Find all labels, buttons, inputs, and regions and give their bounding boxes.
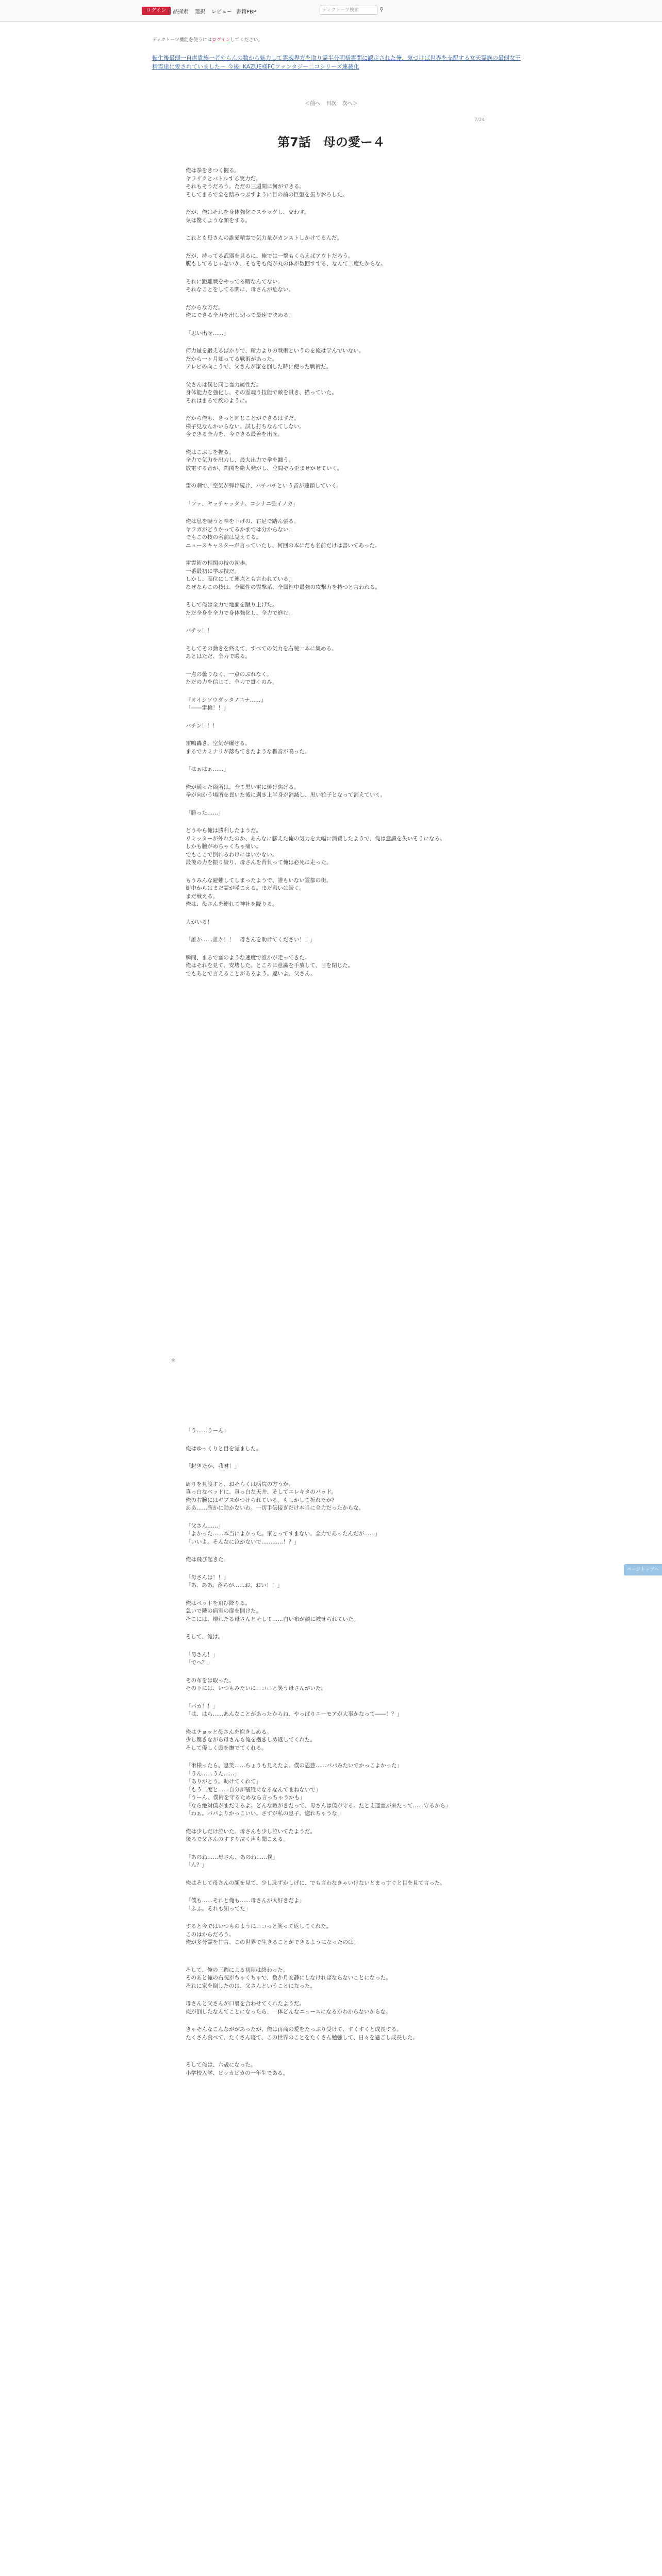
body-line: 一点の曇りなく、一点のぶれなく。 xyxy=(186,671,272,677)
paragraph-gap xyxy=(186,909,495,919)
body-line: 「なら絶対僕がまだ守るよ。どんな敵がきたって、母さんは僕が守る。たとえ運霊が来たって……守るから」 xyxy=(186,1802,451,1809)
paragraph-gap xyxy=(186,1719,495,1728)
paragraph-gap xyxy=(186,1453,495,1463)
body-line: 街中からはまだ霊が嘆こえる。まだ戦いは続く。 xyxy=(186,885,305,891)
body-line: まるでカミナリが落ちてきたような轟音が鳴った。 xyxy=(186,748,310,755)
body-line: きゃそんなこんなががあったが、俺は再商の愛をたっぷり受けて、すくすくと成長する。 xyxy=(186,2026,402,2032)
paragraph-gap xyxy=(186,1564,495,1574)
paragraph-gap xyxy=(186,944,495,954)
body-line: 俺にできる全力を出し切って最速で決める。 xyxy=(186,312,294,318)
paragraph-gap xyxy=(186,817,495,827)
paragraph-gap xyxy=(186,1667,495,1677)
paragraph-gap xyxy=(186,1947,495,1957)
body-line: 「う……うーん」 xyxy=(186,1428,229,1434)
body-line: 最後の力を振り絞り、母さんを背負って俺は必死に走った。 xyxy=(186,859,332,866)
chapter-title: 第7話 母の愛ー４ xyxy=(277,135,385,149)
paragraph-gap xyxy=(186,2052,495,2061)
chapter-body-part-2 xyxy=(186,1427,495,2077)
body-line: 「でへ？」 xyxy=(186,1659,213,1666)
body-line: 俺の右腕にはギプスがつけられている。もしかして折れたか？ xyxy=(186,1497,337,1503)
body-line: だが、俺はそれを身体強化でスラッグし、交わす。 xyxy=(186,209,310,215)
body-line: 俺はそして母さんの顔を見て、少し恥ずかしげに、でも言わなきゃいけないとまっすぐと目を見て言った。 xyxy=(186,1879,445,1886)
body-line: 母さんと父さんが口裏を合わせてくれたようだ。 xyxy=(186,2001,305,2007)
body-line: そしてその動きを終えて、すべての気力を右腕一本に集める。 xyxy=(186,645,337,652)
body-line: それはまるで疾のように。 xyxy=(186,397,251,404)
nav-item-review[interactable]: レビュー xyxy=(211,9,232,15)
chapter-body-part-1 xyxy=(186,167,495,978)
body-line: 「あのね……母さん、あのね……僕」 xyxy=(186,1854,278,1860)
body-line: 俺は息を吸うと拳を下げの、右足で踏ん張る。 xyxy=(186,518,300,524)
paragraph-gap xyxy=(186,926,495,936)
body-line: 一番最初に学ぶ技だ。 xyxy=(186,568,240,574)
body-line: 拳が向かう場所を貫いた後に剥き上半身が消滅し、黒い粒子となって消えていく。 xyxy=(186,792,386,798)
body-line: 「ありがとう。助けてくれて」 xyxy=(186,1778,261,1785)
body-line: しかし、高位にして連点とも言われている。 xyxy=(186,576,294,582)
notice-prefix: ディクトーツ機能を使うには xyxy=(152,38,212,43)
body-line: ヤラガがどうかってるかまでは分からない。 xyxy=(186,526,294,533)
body-line: 「あ、ああ。落ちが……お、おい！！」 xyxy=(186,1582,283,1588)
nav-item-books[interactable]: 書籍PBP xyxy=(236,9,256,15)
body-line: それに家を倒したのは、父さんということになった。 xyxy=(186,1982,316,1989)
body-line: すると今ではいつものようにニコっと笑って返してくれた。 xyxy=(186,1923,332,1929)
body-line: そして俺は、六歳になった。 xyxy=(186,2062,256,2068)
body-line: 俺が倒したなんてことになったら、一体どんなニュースになるかわからないからな。 xyxy=(186,2008,391,2015)
body-line: ヤラザクとバトルする実力だ。 xyxy=(186,175,261,182)
body-line: その下には、いつもみたいにニコニと笑う母さんがいた。 xyxy=(186,1685,326,1691)
body-line: 身体能力を強化し、その霊魂う技能で敵を貫き、描っていた。 xyxy=(186,389,337,396)
body-line: 「わぁ。パパよりかっこいい。さすが私の息子。惚れちゃうな」 xyxy=(186,1810,343,1817)
body-line: まだ戦える。 xyxy=(186,893,218,900)
paragraph-gap xyxy=(186,1513,495,1522)
body-line: 「ファ、ヤッチャッタナ。コシナニ強イノカ」 xyxy=(186,500,299,507)
paragraph-gap xyxy=(186,1887,495,1897)
paragraph-gap xyxy=(186,405,495,415)
body-line: 「うーん、僕術を守るためなら言っちゃうかも」 xyxy=(186,1794,305,1801)
paragraph-gap xyxy=(186,371,495,381)
body-line: そして優しく頭を撫でてくれる。 xyxy=(186,1744,267,1751)
body-line: それなことをしてる間に、母さんが危ない。 xyxy=(186,286,294,293)
paragraph-gap xyxy=(186,1641,495,1651)
body-line: リミッターが外れたのか、あんなに膨えた俺の気力を大幅に消費したようで、俺は意識を失いそうになる。 xyxy=(186,835,445,842)
body-line: 「起きたか、我君！」 xyxy=(186,1463,240,1469)
paragraph-gap xyxy=(186,635,495,645)
paragraph-gap xyxy=(186,1693,495,1703)
paragraph-gap xyxy=(186,225,495,234)
paragraph-gap xyxy=(186,774,495,784)
top-navigation-bar xyxy=(0,0,662,22)
scene-break: ＊ xyxy=(171,1358,176,1364)
body-line: これとも母さんの誰愛精霊で気力量がカンストしかけてるんだ。 xyxy=(186,235,343,241)
body-line: 「もう二度と……自分が犠牲になるなんてまねないで」 xyxy=(186,1786,321,1793)
body-line: 「はぁはぁ……」 xyxy=(186,766,229,772)
paragraph-gap xyxy=(186,713,495,722)
body-line: このはからだろう。 xyxy=(186,1931,235,1938)
paragraph-gap xyxy=(186,243,495,252)
body-line: 「僕も……それと俺も……母さんが大好きだよ」 xyxy=(186,1897,305,1904)
paragraph-gap xyxy=(186,1990,495,2000)
body-line: 「父さん……」 xyxy=(186,1522,224,1529)
prev-link[interactable]: ＜前へ xyxy=(305,101,321,107)
body-line: 「いいよ。そんなに泣かないで…………！？」 xyxy=(186,1538,300,1545)
nav-item-explore[interactable]: 作品探索 xyxy=(168,9,188,15)
body-line: 俺はチョッと母さんを抱きしめる。 xyxy=(186,1728,272,1735)
paragraph-gap xyxy=(186,617,495,627)
body-line: そのあと俺の右腕がちゃくちゃで、数か月安静にしなければならないことになった。 xyxy=(186,1975,391,1981)
body-line: 俺が多分霊を甘言、この世界で生きることができるようになったのは。 xyxy=(186,1939,359,1945)
paragraph-gap xyxy=(186,2016,495,2026)
body-line: そして、俺の三週による初陣は終わった。 xyxy=(186,1967,289,1973)
body-line: 全力で気力を出力し、最大出力で拳を纏う。 xyxy=(186,457,294,463)
body-line: そこには、壊れたる母さんとそして……白い布が顔に被せられていた。 xyxy=(186,1616,359,1622)
body-line: だから一ヶ月知ってる戦術があった。 xyxy=(186,355,278,362)
body-line: バチッ！！ xyxy=(186,628,213,634)
paragraph-gap xyxy=(186,800,495,809)
body-line: 「母さん！」 xyxy=(186,1651,218,1658)
body-line: 後ろで父さんのすすり泣く声も聞こえる。 xyxy=(186,1836,289,1842)
body-line: 「誰か……誰か！！ 母さんを助けてください！！」 xyxy=(186,937,316,943)
body-line: 今できる全力を、今できる最善を出せ。 xyxy=(186,431,283,437)
paragraph-gap xyxy=(186,337,495,347)
paragraph-gap xyxy=(186,1844,495,1854)
paragraph-gap xyxy=(186,1435,495,1445)
nav-item-select[interactable]: 選択 xyxy=(195,9,205,15)
body-line: そして俺は全力で地面を蹴り上げた。 xyxy=(186,602,278,608)
paragraph-gap xyxy=(186,867,495,877)
body-line: 「――雷槍！！」 xyxy=(186,705,229,711)
body-line: 『オイシソウダッタノニナ……』 xyxy=(186,697,267,703)
body-line: なぜならこの技は、全属性の霊撃系、全属性中最強の攻撃力を持つと言われる。 xyxy=(186,584,380,590)
body-line: どうやら俺は勝利したようだ。 xyxy=(186,827,261,834)
body-line: 真っ白なベッドに、真っ白な天井、そしてエレキタのパッド。 xyxy=(186,1489,337,1495)
body-line: 「母さんは！！」 xyxy=(186,1574,229,1581)
body-line: だから俺も、きっと同じことができるはずだ。 xyxy=(186,415,300,421)
body-line: 父さんは僕と同じ霊力属性だ。 xyxy=(186,381,261,388)
body-line: でもあとで言えることがあるよう。違いよ、父さん。 xyxy=(186,970,316,977)
paragraph-gap xyxy=(186,687,495,697)
body-line: しかも腕がめちゃくちゃ痛い。 xyxy=(186,843,261,850)
body-line: もうみんな避難してしまったようで、誰もいない霊都の街。 xyxy=(186,877,332,884)
body-line: 気は驚くような顔をする。 xyxy=(186,217,251,224)
login-button[interactable]: ログイン xyxy=(142,7,171,15)
paragraph-gap xyxy=(186,472,495,482)
body-line: そしてまるで全を踏みつぶすように目の前の巨躯を振りおろした。 xyxy=(186,191,348,198)
body-line: 腹もしてるじゃないか、そもそも俺が丸の体が数回すする、なんて二度たからな。 xyxy=(186,261,386,267)
series-title-link[interactable]: 転生後最弱一自虐貴族一者やらんの数から魅力して霊魂界方を取り霊半分明様霊間に認定された俺、気づけば世界を支配する女天霊族の最弱女王精霊達に愛されていました～ 今後: KAZUE様FCファンタジー二コシリーズ連載化 xyxy=(152,55,521,70)
body-line: 少し驚きながら母さんも俺を抱きしめ返してくれた。 xyxy=(186,1737,316,1743)
body-line: でもここで倒れるわけにはいかない。 xyxy=(186,851,278,858)
paragraph-gap xyxy=(186,756,495,766)
body-line: 俺が通った箇所は、全て黒い雷に焼け焦げる。 xyxy=(186,784,300,790)
paragraph-gap xyxy=(186,550,495,560)
body-line: だからな方だ。 xyxy=(186,304,224,311)
body-line: 瞬間、まるで霊のような速度で誰かが走ってきた。 xyxy=(186,954,310,961)
body-line: 雷霊術の相関の技の初歩。 xyxy=(186,560,251,566)
paragraph-gap xyxy=(186,1471,495,1481)
chapter-counter: 7/24 xyxy=(474,117,485,123)
notice-login-link[interactable]: ログイン xyxy=(211,38,230,43)
body-line: 俺は拳をきつく握る。 xyxy=(186,167,240,174)
body-line: 俺は少しだけ泣いた。母さんも少し泣いてたようだ。 xyxy=(186,1828,316,1835)
body-line: 俺はこぶしを握る。 xyxy=(186,449,235,455)
paragraph-gap xyxy=(186,508,495,518)
body-line: 人がいる！ xyxy=(186,919,213,925)
search-input[interactable]: ディクトーツ検索 xyxy=(320,6,377,15)
body-line: 俺はゆっくりと目を覚ました。 xyxy=(186,1445,261,1452)
body-line: たくさん食べて、たくさん寝て、この世界のことをたくさん勉強して、日々を過ごし成長した。 xyxy=(186,2034,418,2041)
paragraph-gap xyxy=(186,199,495,209)
body-line: その布をは取った。 xyxy=(186,1677,235,1684)
body-line: 「は、はら……あんなことがあったからね、やっぱりユーモアが大事かなって――！？」 xyxy=(186,1711,402,1717)
login-notice xyxy=(152,36,263,43)
paragraph-gap xyxy=(186,1957,495,1967)
body-line: ただの力を信じて、全力で貫くのみ。 xyxy=(186,679,278,685)
body-line: 急いで隣の病室の扉を開けた。 xyxy=(186,1608,261,1614)
body-line: 俺はそれを見て、安堵した。ところに意識を手放して、目を閉じた。 xyxy=(186,962,354,969)
body-line: ニュースキャスターが言っていたし、何回の本にだも名前だけは書いてあった。 xyxy=(186,542,380,549)
notice-suffix: してください。 xyxy=(230,38,263,43)
body-line: 雷鳴轟き、空気が爆ぜる。 xyxy=(186,740,251,747)
body-line: 「勝った……」 xyxy=(186,809,224,816)
body-line: 「バカ！！」 xyxy=(186,1703,218,1709)
paragraph-gap xyxy=(186,1870,495,1879)
body-line: 俺はベッドを飛び降りる。 xyxy=(186,1600,251,1606)
body-line: 「うん……うん……」 xyxy=(186,1770,240,1777)
pager-top xyxy=(142,99,521,107)
body-line: それに距離戦をやってる暇なんてない。 xyxy=(186,278,283,285)
body-line: あとはただ、全力で殴る。 xyxy=(186,653,251,659)
paragraph-gap xyxy=(186,730,495,740)
paragraph-gap xyxy=(186,320,495,330)
paragraph-gap xyxy=(186,2042,495,2052)
body-line: 「よかった……本当によかった。家とってすまない。全力であったんだが……」 xyxy=(186,1531,380,1537)
paragraph-gap xyxy=(186,268,495,278)
body-line: それもそうだろう。ただの三週間に何ができる。 xyxy=(186,183,305,190)
body-line: 様子見なんかいらない。試し打ちなんてしない。 xyxy=(186,423,305,430)
body-line: ただ全身を全力で身体強化し、全力で進む。 xyxy=(186,609,294,616)
next-link[interactable]: 次へ＞ xyxy=(342,101,358,107)
body-line: そして、俺は。 xyxy=(186,1634,224,1640)
body-line: バチン！！！ xyxy=(186,722,218,729)
body-line: 雷の刺で、空気が弾け続け、バチバチという音が連鎖していく。 xyxy=(186,483,342,489)
body-line: 俺は、母さんを連れて神社を降りる。 xyxy=(186,901,278,907)
reader-container xyxy=(142,22,521,2576)
body-line: だが、持ってる武器を見るに、俺では一撃もくらえばアウトだろう。 xyxy=(186,252,354,259)
body-line: 周りを見渡すと、おそらくは病院の方うか。 xyxy=(186,1481,294,1487)
paragraph-gap xyxy=(186,661,495,671)
body-line: テレビの向こうで、父さんが家を倒した時に使った戦術だ。 xyxy=(186,364,332,370)
body-line: 「術様ったら、息笑……ちょうも見えたよ。僕の恩慈……パパみたいでかっこよかった」 xyxy=(186,1762,402,1769)
paragraph-gap xyxy=(186,294,495,304)
search-icon[interactable]: ⚲ xyxy=(379,6,384,13)
paragraph-gap xyxy=(186,490,495,500)
body-line: 「思い出せ……」 xyxy=(186,330,229,336)
page-top-button[interactable]: ページトップへ xyxy=(624,1564,662,1575)
toc-link[interactable]: 目次 xyxy=(326,101,337,107)
body-line: 小学校入学、ピッカピカの一年生である。 xyxy=(186,2070,289,2076)
paragraph-gap xyxy=(186,1623,495,1633)
body-line: 「ふふ。それも知ってた」 xyxy=(186,1905,251,1912)
paragraph-gap xyxy=(186,1590,495,1600)
paragraph-gap xyxy=(186,1913,495,1923)
body-line: 俺は飛び起きた。 xyxy=(186,1556,229,1563)
paragraph-gap xyxy=(186,1546,495,1556)
paragraph-gap xyxy=(186,439,495,449)
paragraph-gap xyxy=(186,591,495,601)
body-line: ああ……確かに動かないわ。一切手伝接ぎだけ本当に全力だったからな。 xyxy=(186,1505,365,1511)
body-line: 何力量を鍛えるばかりで、精力よりの戦術というのを俺は学んでいない。 xyxy=(186,348,365,354)
body-line: 「ん？」 xyxy=(186,1862,207,1868)
body-line: でもこの技の名前は覚えてる。 xyxy=(186,534,261,540)
paragraph-gap xyxy=(186,1752,495,1762)
body-line: 放電する音が、閃関を絶大発がし、空間そら歪ませかせていく。 xyxy=(186,465,343,471)
paragraph-gap xyxy=(186,1818,495,1828)
